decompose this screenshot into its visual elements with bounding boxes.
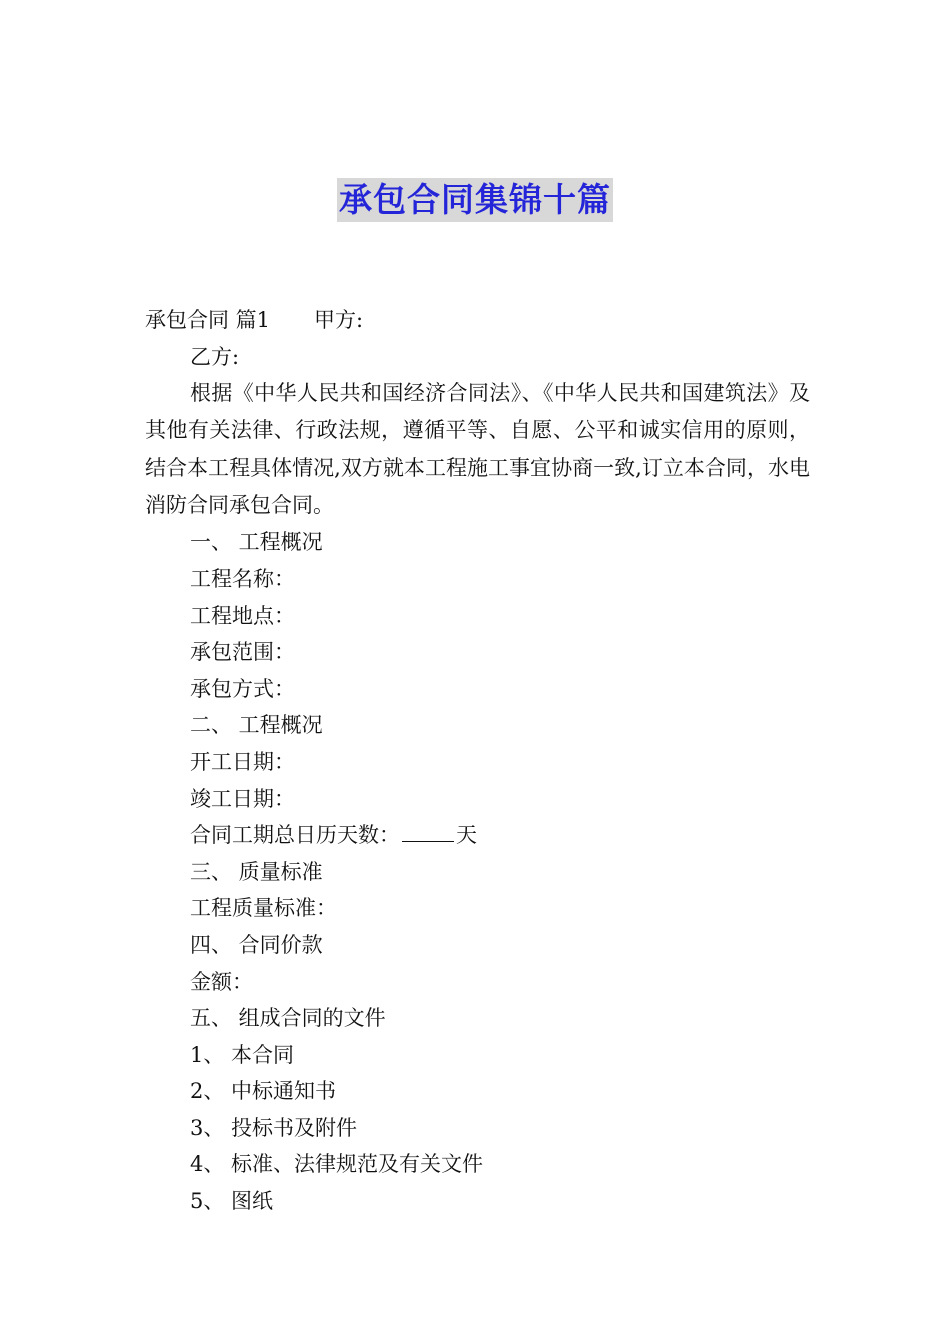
heading-project-overview: 一、 工程概况 [190, 530, 323, 555]
field-amount: 金额： [190, 969, 253, 994]
total-days-blank [402, 819, 454, 842]
section-header-line [145, 302, 810, 339]
document-body [145, 302, 810, 1220]
intro-paragraph: 根据《中华人民共和国经济合同法》、《中华人民共和国建筑法》及其他有关法律、行政法规，遵循平等、自愿、公平和诚实信用的原则，结合本工程具体情况,双方就本工程施工事宜协商一致,订立本合同，水电消防合同承包合同。 [145, 381, 810, 518]
document-title: 承包合同集锦十篇 [337, 178, 613, 222]
section-heading: 承包合同 篇1 [145, 308, 271, 332]
field-project-name: 工程名称： [190, 566, 295, 591]
party-b-label: 乙方: [190, 344, 240, 369]
list-item-doc-5: 5、 图纸 [190, 1189, 274, 1214]
field-contract-mode: 承包方式： [190, 676, 295, 701]
field-project-location: 工程地点： [190, 603, 295, 628]
list-item-doc-3: 3、 投标书及附件 [190, 1115, 358, 1140]
field-completion-date: 竣工日期： [190, 786, 295, 811]
field-total-days [145, 817, 810, 854]
total-days-label: 合同工期总日历天数： [190, 823, 400, 848]
field-contract-scope: 承包范围： [190, 640, 295, 665]
list-item-doc-4: 4、 标准、法律规范及有关文件 [190, 1152, 484, 1177]
total-days-unit: 天 [456, 823, 477, 848]
heading-quality-standard: 三、 质量标准 [190, 859, 323, 884]
heading-project-schedule: 二、 工程概况 [190, 713, 323, 738]
title-container [0, 178, 950, 222]
list-item-doc-1: 1、 本合同 [190, 1042, 295, 1067]
heading-contract-price: 四、 合同价款 [190, 932, 323, 957]
heading-contract-documents: 五、 组成合同的文件 [190, 1006, 386, 1031]
field-quality-standard: 工程质量标准： [190, 896, 337, 921]
list-item-doc-2: 2、 中标通知书 [190, 1079, 337, 1104]
field-start-date: 开工日期： [190, 749, 295, 774]
party-a-label: 甲方: [314, 308, 364, 332]
